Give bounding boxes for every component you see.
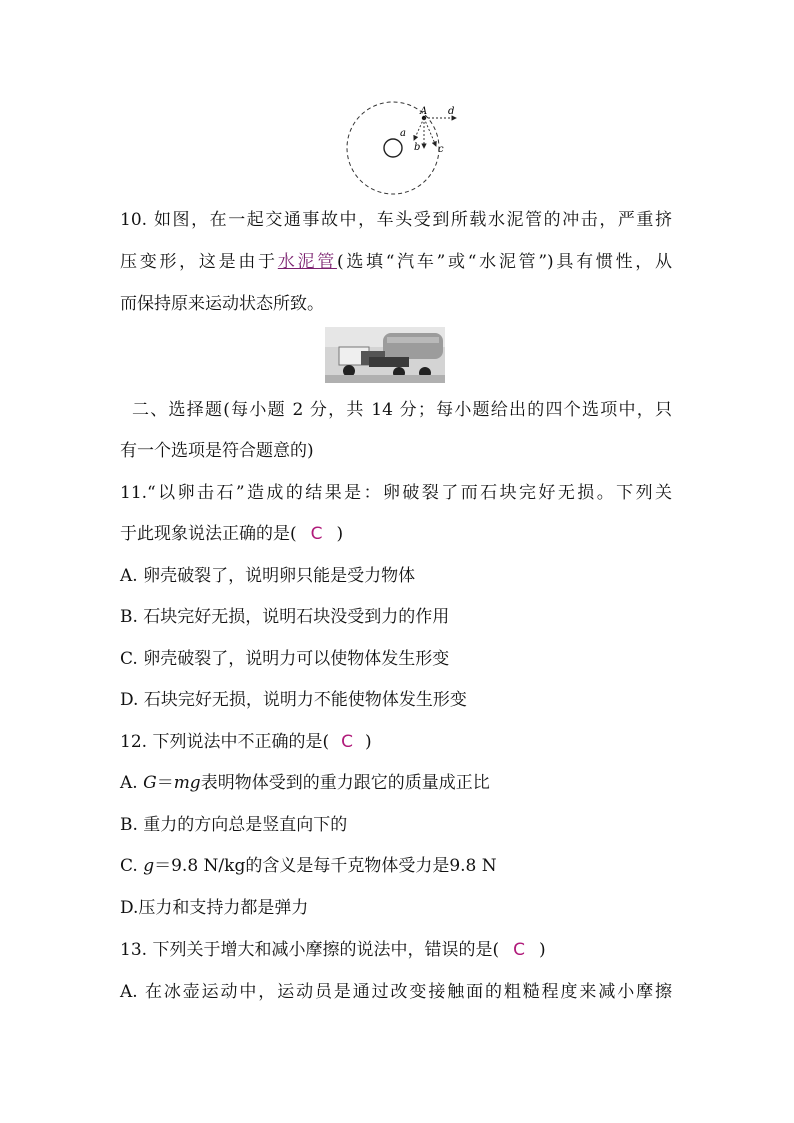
q12-stem-post: ) [364, 732, 372, 752]
q11-option-a: A. 卵壳破裂了，说明卵只能是受力物体 [120, 566, 416, 586]
q11-stem-post: ) [336, 524, 344, 544]
q10-answer: 水泥管 [277, 252, 337, 272]
q12-option-c-prefix: C. [120, 856, 144, 876]
q11-option-c: C. 卵壳破裂了，说明力可以使物体发生形变 [120, 649, 450, 669]
center-ball [384, 139, 402, 157]
q11-option-b: B. 石块完好无损，说明石块没受到力的作用 [120, 607, 450, 627]
q13-stem-post: ) [538, 940, 546, 960]
q12-stem [120, 732, 372, 752]
arrow-c [424, 118, 436, 146]
q11-option-d: D. 石块完好无损，说明力不能使物体发生形变 [120, 690, 467, 710]
q12-option-d: D.压力和支持力都是弹力 [120, 898, 309, 918]
q13-stem-pre: 13. 下列关于增大和减小摩擦的说法中，错误的是( [120, 940, 500, 960]
arrow-a [414, 118, 424, 140]
label-b: b [414, 142, 421, 153]
q12-option-c [120, 856, 497, 876]
q10-line-2-pre: 压变形，这是由于 [120, 252, 278, 272]
q10-line-1: 10. 如图，在一起交通事故中，车头受到所载水泥管的冲击，严重挤 [120, 210, 672, 230]
q11-stem-line-2 [120, 524, 343, 544]
label-A: A [420, 106, 428, 117]
truck-accident-photo [325, 327, 445, 383]
section-2-heading-line-2: 有一个选项是符合题意的) [120, 441, 314, 461]
label-d: d [448, 106, 455, 117]
q12-formula-G: G [143, 773, 157, 793]
q13-option-a: A. 在冰壶运动中，运动员是通过改变接触面的粗糙程度来减小摩擦 [120, 982, 672, 1002]
q11-stem-pre: 于此现象说法正确的是( [120, 524, 297, 544]
q12-formula-eq: ＝ [156, 773, 174, 793]
q12-formula-g: g [143, 856, 155, 876]
label-a: a [400, 128, 406, 139]
q13-answer: C [513, 940, 525, 960]
q12-option-a [120, 773, 490, 793]
q12-option-a-prefix: A. [120, 773, 144, 793]
section-2-heading-line-1: 二、选择题(每小题 2 分，共 14 分；每小题给出的四个选项中，只 [132, 400, 672, 420]
q12-formula-mg: mg [173, 773, 201, 793]
q12-answer: C [341, 732, 353, 752]
q13-stem [120, 940, 546, 960]
q12-stem-pre: 12. 下列说法中不正确的是( [120, 732, 330, 752]
label-c: c [438, 144, 444, 155]
q12-option-a-text: 表明物体受到的重力跟它的质量成正比 [200, 773, 490, 793]
q10-line-2 [120, 252, 672, 272]
q12-option-b: B. 重力的方向总是竖直向下的 [120, 815, 348, 835]
q12-option-c-text: ＝9.8 N/kg的含义是每千克物体受力是9.8 N [154, 856, 497, 876]
circular-motion-diagram [330, 98, 470, 198]
q11-answer: C [310, 524, 323, 544]
q10-line-2-post: (选填“汽车”或“水泥管”)具有惯性，从 [336, 252, 673, 272]
q11-stem-line-1: 11.“以卵击石”造成的结果是：卵破裂了而石块完好无损。下列关 [120, 483, 672, 503]
q10-line-3: 而保持原来运动状态所致。 [120, 294, 324, 314]
